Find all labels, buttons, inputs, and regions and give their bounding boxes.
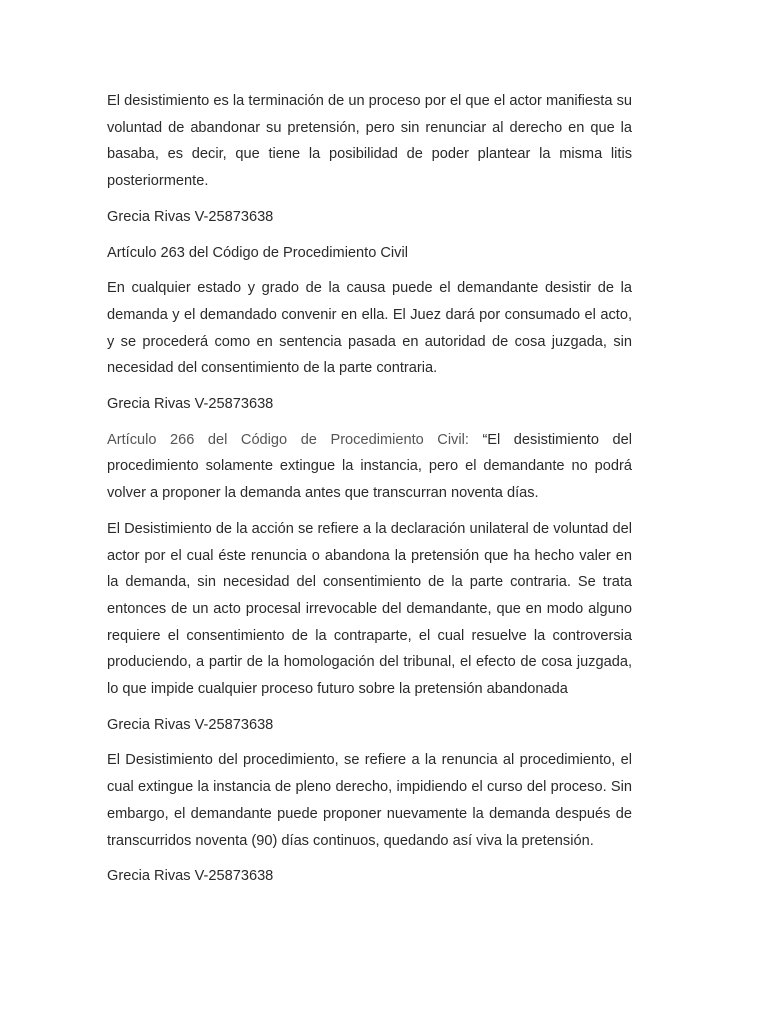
paragraph-article-263: En cualquier estado y grado de la causa puede el demandante desistir de la demanda y el demandado convenir en ella. El Juez dará por consumado el acto, y se procederá como en sentencia pasada en autoridad de cosa juzgada, sin necesidad del consentimiento de la parte contraria. [107, 280, 632, 377]
article-263-heading: Artículo 263 del Código de Procedimiento Civil [107, 244, 408, 261]
signature-line: Grecia Rivas V-25873638 [107, 868, 274, 885]
signature-line: Grecia Rivas V-25873638 [107, 716, 274, 733]
document-body [107, 88, 632, 899]
article-266-lead: Artículo 266 del Código de Procedimiento Civil: [107, 431, 483, 448]
signature-line: Grecia Rivas V-25873638 [107, 208, 274, 225]
paragraph-desistimiento-procedimiento: El Desistimiento del procedimiento, se refiere a la renuncia al procedimiento, el cual extingue la instancia de pleno derecho, impidiendo el curso del proceso. Sin embargo, el demandante puede proponer nuevamente la demanda después de transcurridos noventa (90) días continuos, quedando así viva la pretensión. [107, 752, 632, 849]
paragraph-desistimiento-accion: El Desistimiento de la acción se refiere a la declaración unilateral de voluntad del actor por el cual éste renuncia o abandona la pretensión que ha hecho valer en la demanda, sin necesidad del consentimiento de la parte contraria. Se trata entonces de un acto procesal irrevocable del demandante, que en modo alguno requiere el consentimiento de la contraparte, el cual resuelve la controversia produciendo, a partir de la homologación del tribunal, el efecto de cosa juzgada, lo que impide cualquier proceso futuro sobre la pretensión abandonada [107, 520, 632, 698]
article-266-quote: “El desistimiento del procedimiento solamente extingue la instancia, pero el demandante no podrá volver a proponer la demanda antes que transcurran noventa días. [107, 431, 632, 502]
paragraph-definition: El desistimiento es la terminación de un proceso por el que el actor manifiesta su voluntad de abandonar su pretensión, pero sin renunciar al derecho en que la basaba, es decir, que tiene la posibilidad de poder plantear la misma litis posteriormente. [107, 93, 632, 190]
signature-line: Grecia Rivas V-25873638 [107, 396, 274, 413]
paragraph-article-266 [107, 427, 632, 507]
